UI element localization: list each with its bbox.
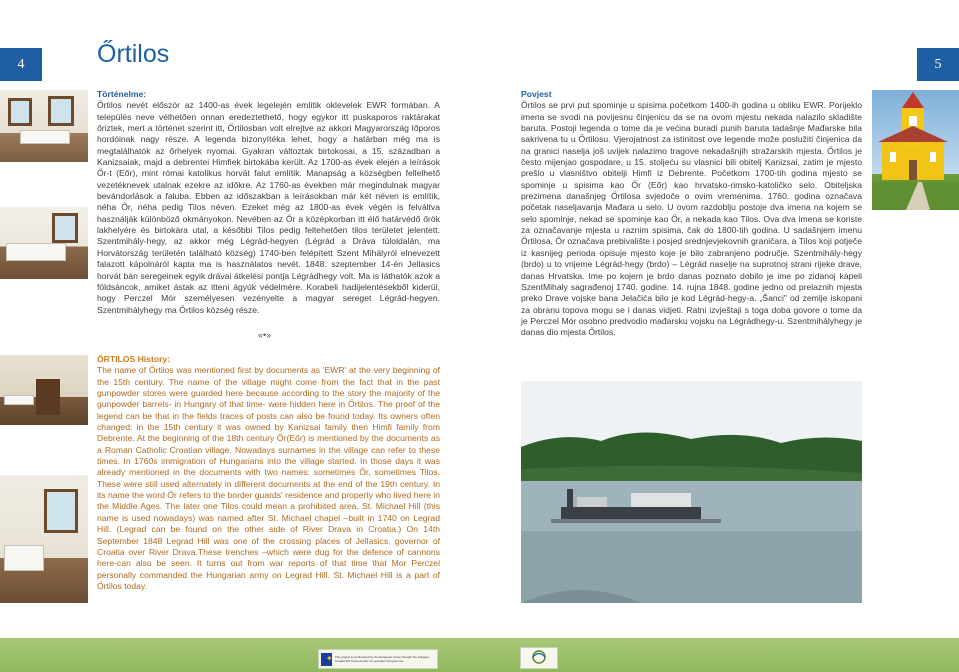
photo-yellow-church [872,90,959,210]
hungarian-heading: Történelme: [97,89,147,99]
photo-room-furniture [0,355,88,425]
hungarian-body: Őrtilos nevét először az 1400-as évek legelején említik oklevelek EWR formában. A település neve vélhetően onnan eredeztethető, hogy egykor itt puskaporos raktárakat őriztek, mert a történet szerint itt, Őrtilosban volt elrejtve az akkori Magyarország lőporos hordóinak nagy része. A legenda bizonyítéka lehet, hogy a határban még ma is megtalálhatók az őrhelyek nyomai. Gyakran változtak birtokosai, a 15. században a Kanizsaiak, majd a debrentei Himfiek birtokába került. Az 1700-as évek elején a leírások Őr-t (Eőr), mint római katolikus horvát falut említik. Manapság a községben fellelhető vezetéknevek utalnak ezekre az időkre. Az 1760-as években már megindulnak magyar bevándorlások a faluba. Ebben az időszakban a leírásokban már két néven is említik, néha Őr, néha pedig Tilos néven. Ezeket még az 1800-as évek végén is felváltva használják különböző okmányokon. Nevében az Őr a középkorban itt élő határvédő őrök lakhelyére és birtokára utal, a későbbi Tilos pedig feltehetően tilos területet jelentett. Szentmihály-hegy, az akkor még Légrád-hegyen (Légrád a Dráva túloldalán, ma Horvátország területén található község) 1740-ben felépített Szent Mihályról elnevezett falazott kápolnáról kapta ma is használatos nevét. 1848. szeptember 14-én Jellasics horvát bán seregeinek egyik drávai átkelési pontja Légrádhegy volt. Ma is láthatók azok a földsáncok, amiket ástak az itteni ágyúk védelmére. Korabeli hadijelentésekből kiderül, hogy Perczel Mór személyesen vezényelte a magyar sereget Légrád-hegyen. Szentmihályhegy ma Őrtilos község része. [97,100,440,315]
section-separator: «•» [258,330,272,340]
eu-flag-icon [321,653,332,666]
photo-room-table [0,207,88,279]
page-number-right: 5 [917,48,959,81]
photo-room-window-flowers [0,475,88,603]
page-number-left: 4 [0,48,42,81]
english-body: The name of Őrtilos was mentioned first by documents as 'EWR' at the very beginning of the 15th century. The name of the village might come from the fact that in the past gunpowder stores were guarded here because according to the story the majority of the gunpowder barrels- in Hungary of that time- were hidden here in Őrtilos. The proof of the legend can be that in the fields traces of posts can also be found today. Its owners often changed: in the 15th century it was owned by Kanizsai family then Himfi family from Debrente. At the beginning of the 18th century Őr(Eőr) is mentioned by the documents as a Roman Catholic Croatian village. Nowadays surnames in the village can refer to these times. In 1760s immigration of Hungarians into the village started. In those days it was already mentioned in the documents with two names: sometimes Őr, sometimes Tilos. These were still used alternately in different documents at the end of the 19th century. In its name the word Őr refers to the border guards' residence and property who lived here in the Middle Ages. The later one Tilos could mean a prohibited area. St. Michael Hill (this name is used nowadays) was named after St. Michael chapel –built in 1740 on Legrad Hill. (Legrad can be found on the other side of River Drava in Croatia.) On 14th September 1848 Legrad Hill was one of the crossing places of Jellasics, governor of Croatia over River Drava.These trenches –which were dug for the defence of cannons here-can also be seen. It turns out from war reports of that time that Mor Perczel personally commanded the Hungarian army on Legrad Hill. St. Michael Hill is a part of Őrtilos today. [97,365,440,591]
page-title: Őrtilos [97,40,170,68]
english-history-text [97,354,440,592]
croatian-body: Őrtilos se prvi put spominje u spisima početkom 1400-ih godina u obliku EWR. Porijeklo imena se svodi na povijesnu činjenicu da se na ovom mjestu nekada nalazilo skladište baruta. Postoji legenda o tome da je većina buradi punih baruta tadašnje Mađarske bila sakrivena tu u Őrtilosu. Vjerojatnost za istinitost ove legende može poslužiti činjenica da na granici naselja još uvijek nalazimo tragove nekadašnjih stražarskih mjesta. Őrtilos je često mijenjao gospodare, u 15. stoljeću su vlasnici bili obitelj Kanizsai, zatim je mjesto prešlo u vlasništvo obitelji Himfi iz Debrente. Početkom 1700-tih godina mjesto se spominje u spisima kao Őr (Eőr) kao hrvatsko-rimsko-katoličko selo. Obiteljska prezimena današnjeg Őrtilosa svjedoče o ovim vremenima. 1760. godina označava početak naseljavanja Mađara u selo. U ovom razdoblju postoje dva imena na kojem se selo spominje, nekad se spominje kao Őr, a nekada kao Tilos. Ova dva imena se koriste za označavanje mjesta u raznim spisima, čak do 1800-tih godina. U sadašnjem imenu Őrtilosa, Őr označava prebivalište i posjed srednjevjekovnih graničara, a Tilos koji potječe iz kasnijeg perioda opisuje mjesto koje je bilo zabranjeno područje. Szentmihály-hegy (brdo) u to vrijeme Légrád-hegy (brdo) – Légrád naselje na suprotnoj strani rijeke drave, danas Hrvatska. Ime po kojem je brdo danas poznato dobilo je ime po zidanoj kapeli SzentMihaly sagrađenoj 1740. godine. 14. rujna 1848. godine jedno od prelaznih mjesta preko Drave vojske bana Jelačića bilo je kod Légrád-hegy-a. „Šanci" od zemlje iskopani za obranu topova mogu se i danas vidjeti. Ratni izvještaji s toga doba govore o tome da je Perczel Mór osobno predvodio mađarsku vojsku na Légrádhegy-u. Szentmihályhegy je danas dio mjesta Őrtilos. [521,100,862,338]
english-heading: ŐRTILOS History: [97,354,171,364]
footer-band [0,638,959,672]
eu-cofinancing-text: The project is co-financed by the European Union through the Hungary-Croatia IPA Cross-border Co-operation Programme [335,655,431,663]
photo-river-ferry [521,381,862,603]
partner-programme-logo [520,647,558,669]
croatian-history-text [521,89,862,339]
eu-cofinancing-logo [318,649,438,669]
photo-room-windows [0,90,88,162]
croatian-heading: Povjest [521,89,552,99]
hungarian-history-text [97,89,440,316]
